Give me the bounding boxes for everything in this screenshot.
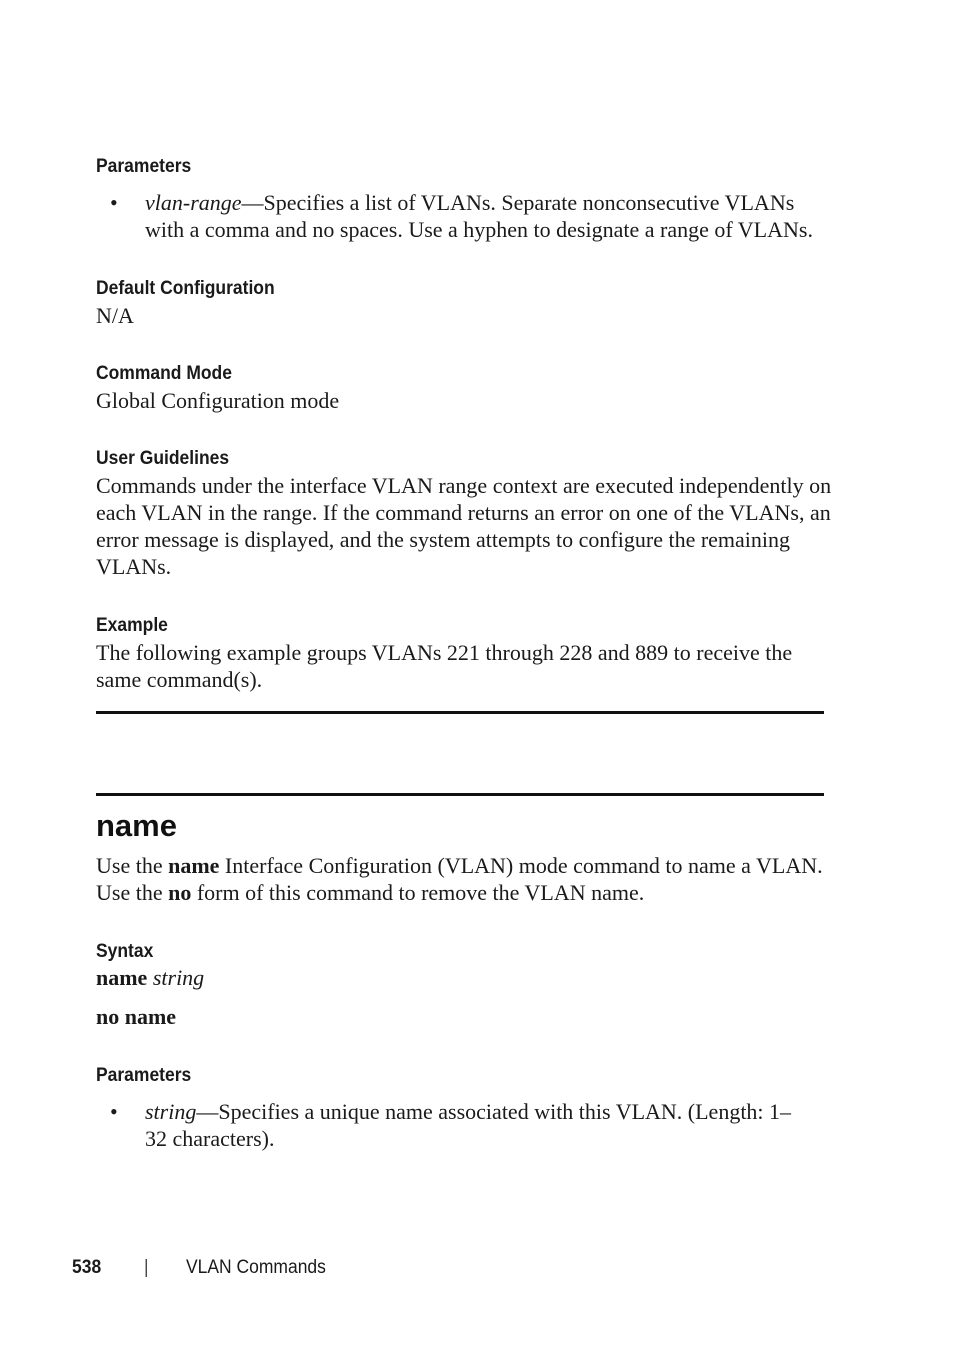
command-mode-heading: Command Mode: [96, 363, 232, 384]
intro-text: Interface Configuration (VLAN) mode command to name a VLAN. Use the: [96, 853, 823, 905]
default-configuration-value: N/A: [96, 303, 134, 328]
parameter-term: vlan-range: [145, 190, 242, 215]
parameter-description: —Specifies a list of VLANs. Separate nonconsecutive VLANs with a comma and no spaces. Use a hyphen to designate a range of VLANs.: [145, 190, 813, 242]
bullet-icon: •: [110, 1099, 118, 1124]
syntax-line-no-name: [96, 1004, 176, 1030]
intro-command-no: no: [168, 880, 192, 905]
chapter-name: VLAN Commands: [186, 1257, 326, 1278]
default-configuration-heading: Default Configuration: [96, 278, 275, 299]
footer-separator: |: [144, 1257, 149, 1278]
parameter-description: —Specifies a unique name associated with this VLAN. (Length: 1–32 characters).: [145, 1099, 792, 1151]
parameter-vlan-range: [145, 189, 835, 243]
bullet-icon: •: [110, 190, 118, 215]
syntax-command: name: [96, 965, 148, 990]
user-guidelines-heading: User Guidelines: [96, 448, 230, 469]
parameter-string: [145, 1098, 795, 1152]
page-number: 538: [72, 1257, 102, 1278]
syntax-argument: string: [152, 965, 205, 990]
parameters-heading: Parameters: [96, 1065, 192, 1086]
command-intro: [96, 852, 836, 906]
title-rule: [96, 793, 824, 796]
command-title: name: [96, 808, 177, 843]
command-mode-value: Global Configuration mode: [96, 388, 340, 413]
intro-command-name: name: [168, 853, 220, 878]
example-text: The following example groups VLANs 221 through 228 and 889 to receive the same command(s).: [96, 640, 793, 692]
intro-text: Use the: [96, 853, 169, 878]
parameters-heading: Parameters: [96, 156, 192, 177]
section-divider: [96, 711, 824, 714]
syntax-heading: Syntax: [96, 941, 154, 962]
user-guidelines-text: Commands under the interface VLAN range context are executed independently on each VLAN in the range. If the command returns an error on one of the VLANs, an error message is displayed, and the system attempts to configure the remaining VLANs.: [96, 473, 832, 579]
syntax-command: no name: [96, 1004, 177, 1029]
intro-text: form of this command to remove the VLAN name.: [191, 880, 645, 905]
parameter-term: string: [145, 1099, 197, 1124]
example-heading: Example: [96, 615, 168, 636]
syntax-line-name: [96, 965, 204, 991]
